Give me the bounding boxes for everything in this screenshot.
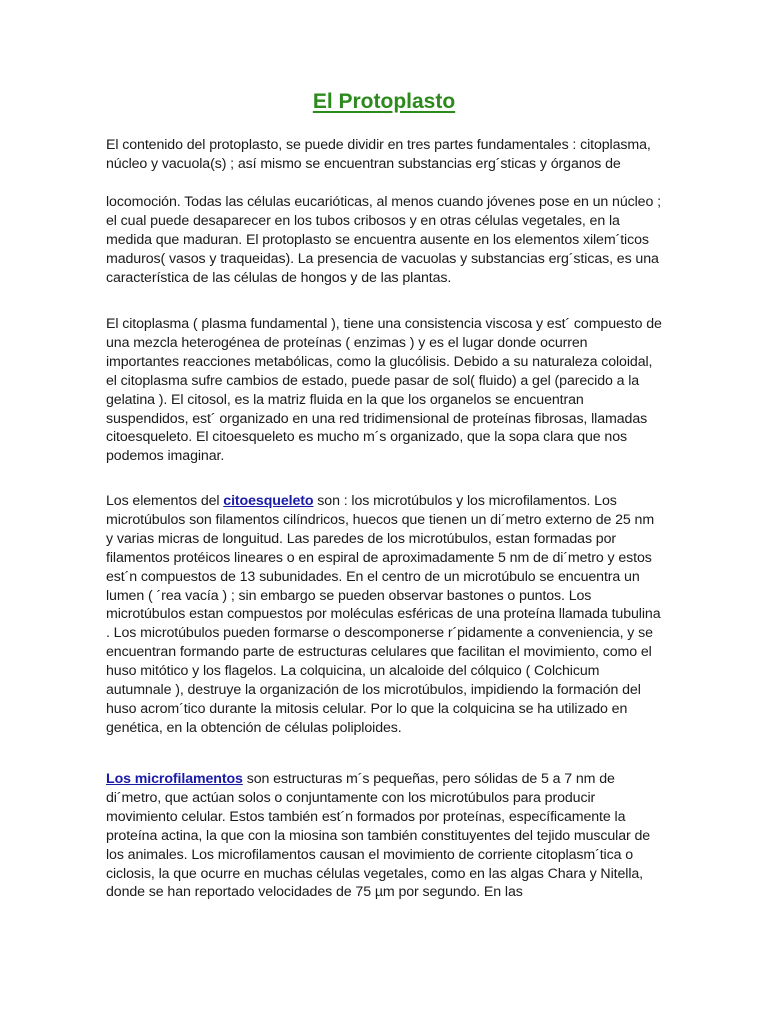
text-line: importantes reacciones metabólicas, como la glucólisis. Debido a su naturaleza coloidal, (106, 353, 653, 370)
text-fragment: Los elementos del (106, 493, 224, 509)
text-line: movimiento celular. Estos también est´n formados por proteínas, específicamente la (106, 808, 626, 825)
text-line: autumnale ), destruye la organización de los microtúbulos, impidiendo la formación del (106, 682, 641, 699)
text-line: podemos imaginar. (106, 448, 225, 465)
text-line: núcleo y vacuola(s) ; así mismo se encuentran substancias erg´sticas y órganos de (106, 155, 621, 172)
text-line: lumen ( ´rea vacía ) ; sin embargo se pueden observar bastones o puntos. Los (106, 587, 592, 604)
text-line: di´metro, que actúan solos o conjuntamente con los microtúbulos para producir (106, 789, 596, 806)
text-line: encuentran formando parte de estructuras celulares que facilitan el movimiento, como el (106, 644, 652, 661)
text-line: proteína actina, la que con la miosina son también constituyentes del tejido muscular de (106, 827, 651, 844)
text-line: microtúbulos son filamentos cilíndricos, huecos que tienen un di´metro externo de 25 nm (106, 511, 655, 528)
text-line: microtúbulos estan compuestos por moléculas esféricas de una proteína llamada tubulina (106, 606, 661, 623)
text-line: El citoplasma ( plasma fundamental ), tiene una consistencia viscosa y est´ compuesto de (106, 316, 662, 332)
text-line: el cual puede desaparecer en los tubos cribosos y en otras células vegetales, en la (106, 212, 620, 229)
text-line: huso mitótico y los flagelos. La colquicina, un alcaloide del cólquico ( Colchicum (106, 663, 600, 680)
text-line: filamentos protéicos lineares o en espiral de aproximadamente 5 nm de di´metro y estos (106, 549, 652, 566)
paragraph-locomotion (106, 193, 666, 288)
text-line: medida que maduran. El protoplasto se encuentra ausente en los elementos xilem´ticos (106, 231, 649, 248)
page-title: El Protoplasto (312, 90, 456, 113)
text-line: suspendidos, est´ organizado en una red tridimensional de proteínas fibrosas, llamadas (106, 410, 648, 427)
text-fragment: son : los microtúbulos y los microfilamentos. Los (313, 493, 617, 509)
text-line: locomoción. Todas las células eucarióticas, al menos cuando jóvenes pose en un núcleo ; (106, 194, 661, 210)
text-line: donde se han reportado velocidades de 75 µm por segundo. En las (106, 884, 523, 901)
text-line: los animales. Los microfilamentos causan el movimiento de corriente citoplasm´tica o (106, 846, 634, 863)
text-line: maduros( vasos y traqueidas). La presencia de vacuolas y substancias erg´sticas, es una (106, 250, 659, 267)
text-line: . Los microtúbulos pueden formarse o descomponerse r´pidamente a conveniencia, y se (106, 625, 653, 642)
text-line: gelatina ). El citosol, es la matriz fluida en la que los organelos se encuentran (106, 391, 584, 408)
text-line: ciclosis, la que ocurre en muchas células vegetales, como en las algas Chara y Nitella, (106, 865, 643, 882)
text-line: citoesqueleto. El citoesqueleto es mucho m´s organizado, que la sopa clara que nos (106, 429, 627, 446)
text-line: el citoplasma sufre cambios de estado, puede pasar de sol( fluido) a gel (parecido a la (106, 372, 640, 389)
text-fragment: son estructuras m´s pequeñas, pero sólidas de 5 a 7 nm de (242, 771, 615, 787)
paragraph-citoesqueleto (106, 492, 666, 738)
paragraph-intro (106, 136, 666, 174)
text-line: genética, en la obtención de células poliploides. (106, 719, 402, 736)
text-line: est´n compuestos de 13 subunidades. En el centro de un microtúbulo se encuentra un (106, 568, 640, 585)
citoesqueleto-link[interactable]: citoesqueleto (223, 493, 314, 509)
microfilamentos-link[interactable]: Los microfilamentos (106, 771, 243, 787)
paragraph-microfilamentos (106, 770, 666, 902)
text-line: una mezcla heterogénea de proteínas ( enzimas ) y es el lugar donde ocurren (106, 334, 588, 351)
text-line: huso acrom´tico durante la mitosis celular. Por lo que la colquicina se ha utilizado en (106, 700, 628, 717)
text-line: El contenido del protoplasto, se puede dividir en tres partes fundamentales : citoplasma, (106, 137, 651, 153)
paragraph-citoplasma (106, 315, 666, 466)
text-line (106, 770, 666, 789)
text-line: característica de las células de hongos y de las plantas. (106, 269, 452, 286)
text-line (106, 492, 666, 511)
text-line: y varias micras de longuitud. Las paredes de los microtúbulos, estan formadas por (106, 530, 617, 547)
